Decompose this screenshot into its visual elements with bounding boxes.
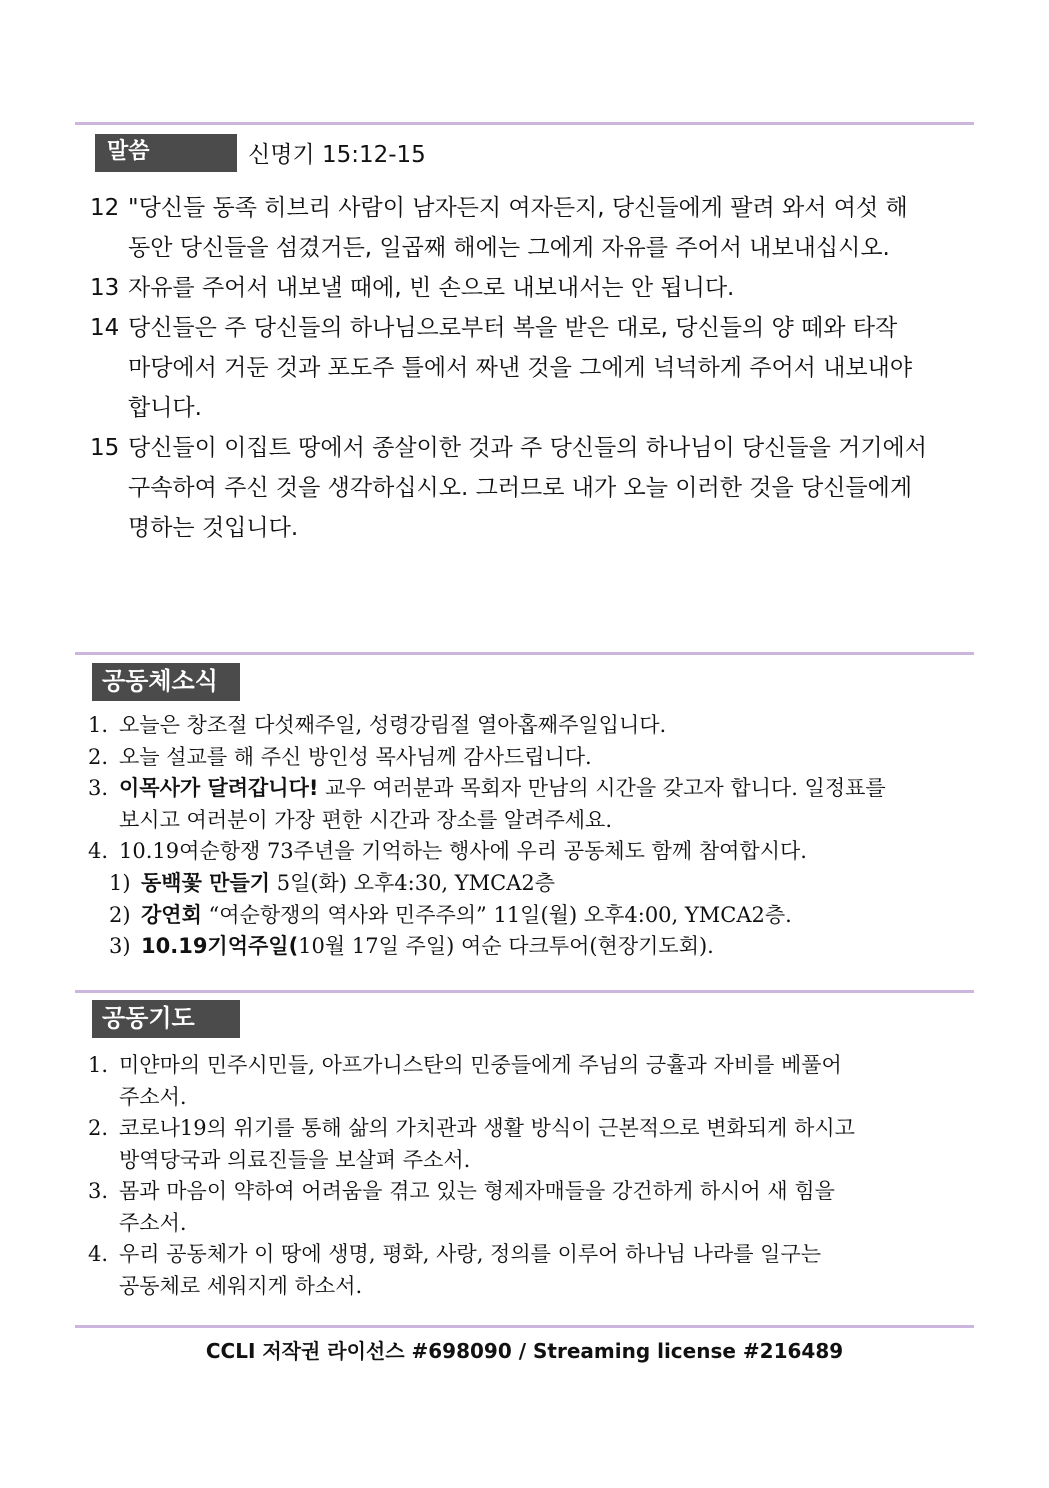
verse-line: 자유를 주어서 내보낼 때에, 빈 손으로 내보내서는 안 됩니다. [128, 275, 735, 301]
divider-footer [75, 1325, 974, 1328]
news-item [88, 773, 968, 836]
verse-line: 당신들이 이집트 땅에서 종살이한 것과 주 당신들의 하나님이 당신들을 거기에서 [128, 435, 927, 461]
verse-13 [90, 268, 970, 308]
license-footer: CCLI 저작권 라이선스 #698090 / Streaming license #216489 [205, 1339, 844, 1363]
subitem-number: 2) [109, 902, 131, 927]
item-line: 우리 공동체가 이 땅에 생명, 평화, 사랑, 정의를 이루어 하나님 나라를 일구는 [119, 1242, 822, 1266]
subitem-text: 5일(화) 오후4:30, YMCA2층 [270, 871, 556, 895]
verse-line: 합니다. [128, 395, 202, 421]
divider-prayer [75, 990, 974, 993]
prayer-section-tag: 공동기도 [92, 1000, 240, 1038]
item-line: 몸과 마음이 약하여 어려움을 겪고 있는 형제자매들을 강건하게 하시어 새 힘을 [119, 1179, 835, 1203]
item-line: 방역당국과 의료진들을 보살펴 주소서. [119, 1147, 471, 1172]
item-number: 3. [88, 776, 109, 800]
item-line: 코로나19의 위기를 통해 삶의 가치관과 생활 방식이 근본적으로 변화되게 하시고 [119, 1116, 855, 1140]
subitem-highlight: 동백꽃 만들기 [141, 871, 271, 895]
item-text: 오늘 설교를 해 주신 방인성 목사님께 감사드립니다. [119, 744, 592, 769]
scripture-reference: 신명기 15:12-15 [248, 142, 426, 168]
prayer-item [88, 1113, 968, 1176]
item-line: 공동체로 세워지게 하소서. [119, 1273, 363, 1298]
verse-list [90, 188, 970, 548]
subitem-highlight: 10.19기억주일( [141, 934, 299, 958]
verse-line: "당신들 동족 히브리 사람이 남자든지 여자든지, 당신들에게 팔려 와서 여섯 해 [128, 195, 908, 221]
subitem-number: 3) [109, 934, 131, 958]
verse-12 [90, 188, 970, 268]
verse-14 [90, 308, 970, 428]
prayer-list [88, 1050, 968, 1302]
subitem-number: 1) [109, 871, 131, 895]
verse-number: 14 [90, 315, 120, 341]
item-number: 1. [88, 1053, 109, 1077]
item-number: 2. [88, 1116, 109, 1140]
subitem-highlight: 강연회 [141, 902, 202, 927]
verse-number: 13 [90, 275, 120, 301]
item-number: 4. [88, 1242, 109, 1266]
subitem-text: “여순항쟁의 역사와 민주주의” 11일(월) 오후4:00, YMCA2층. [201, 902, 792, 927]
word-section-tag: 말씀 [95, 134, 237, 172]
divider-top [75, 122, 974, 125]
news-list [88, 710, 968, 868]
news-subitem [88, 931, 968, 963]
item-text: 교우 여러분과 목회자 만남의 시간을 갖고자 합니다. 일정표를 [318, 776, 886, 800]
prayer-item [88, 1176, 968, 1239]
item-text: 10.19여순항쟁 73주년을 기억하는 행사에 우리 공동체도 함께 참여합시다. [119, 839, 807, 863]
news-section-tag: 공동체소식 [92, 663, 240, 701]
item-highlight: 이목사가 달려갑니다! [119, 776, 319, 800]
item-line: 주소서. [119, 1210, 187, 1235]
news-sublist [88, 868, 968, 963]
verse-line: 마당에서 거둔 것과 포도주 틀에서 짜낸 것을 그에게 넉넉하게 주어서 내보내야 [128, 355, 913, 381]
item-number: 2. [88, 744, 109, 769]
news-item [88, 710, 968, 742]
news-item [88, 742, 968, 774]
news-subitem [88, 868, 968, 900]
item-number: 3. [88, 1179, 109, 1203]
item-number: 1. [88, 713, 109, 737]
item-text: 오늘은 창조절 다섯째주일, 성령강림절 열아홉째주일입니다. [119, 713, 667, 737]
item-text: 보시고 여러분이 가장 편한 시간과 장소를 알려주세요. [119, 807, 613, 832]
verse-number: 12 [90, 195, 120, 221]
prayer-item [88, 1239, 968, 1302]
divider-news [75, 652, 974, 655]
verse-line: 구속하여 주신 것을 생각하십시오. 그러므로 내가 오늘 이러한 것을 당신들에게 [128, 475, 913, 501]
item-line: 미얀마의 민주시민들, 아프가니스탄의 민중들에게 주님의 긍휼과 자비를 베풀어 [119, 1053, 842, 1077]
verse-line: 동안 당신들을 섬겼거든, 일곱째 해에는 그에게 자유를 주어서 내보내십시오. [128, 235, 890, 261]
verse-line: 당신들은 주 당신들의 하나님으로부터 복을 받은 대로, 당신들의 양 떼와 타작 [128, 315, 898, 341]
item-line: 주소서. [119, 1084, 187, 1109]
news-subitem [88, 900, 968, 932]
verse-line: 명하는 것입니다. [128, 515, 299, 541]
verse-15 [90, 428, 970, 548]
item-number: 4. [88, 839, 109, 863]
verse-number: 15 [90, 435, 120, 461]
news-item [88, 836, 968, 868]
subitem-text: 10월 17일 주일) 여순 다크투어(현장기도회). [298, 934, 714, 958]
prayer-item [88, 1050, 968, 1113]
